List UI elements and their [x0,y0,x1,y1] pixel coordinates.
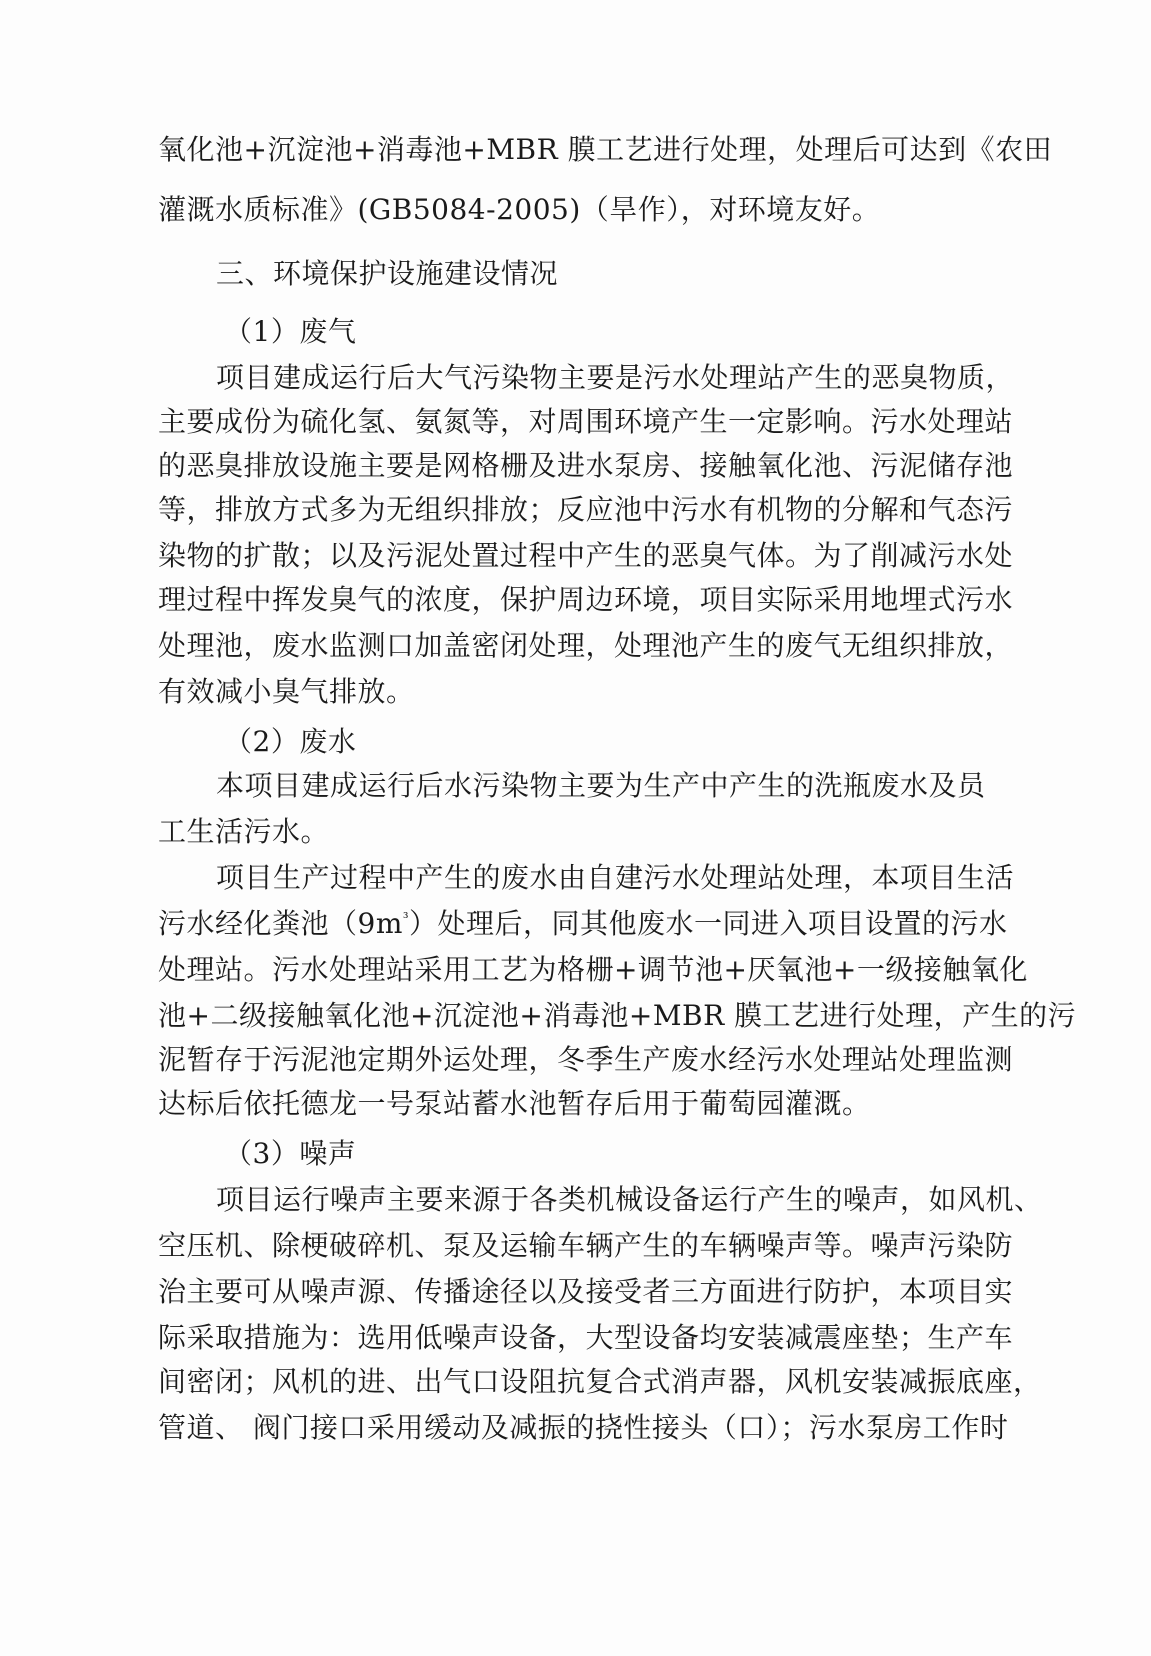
paragraph-line: 工生活污水。 [158,815,330,848]
paragraph-line: 池+二级接触氧化池+沉淀池+消毒池+MBR 膜工艺进行处理，产生的污 [158,999,1077,1032]
paragraph-line: 项目生产过程中产生的废水由自建污水处理站处理，本项目生活 [216,861,1015,894]
paragraph-line: 处理池，废水监测口加盖密闭处理，处理池产生的废气无组织排放， [158,629,1014,662]
paragraph-line: 的恶臭排放设施主要是网格栅及进水泵房、接触氧化池、污泥储存池 [158,449,1014,482]
paragraph-line: 治主要可从噪声源、传播途径以及接受者三方面进行防护，本项目实 [158,1275,1014,1308]
paragraph-line: 际采取措施为：选用低噪声设备，大型设备均安装减震座垫；生产车 [158,1321,1014,1354]
superscript-text: ³ [402,910,409,927]
paragraph-line: 项目运行噪声主要来源于各类机械设备运行产生的噪声，如风机、 [216,1183,1043,1216]
paragraph-line: 处理站。污水处理站采用工艺为格栅+调节池+厌氧池+一级接触氧化 [158,953,1028,986]
paragraph-line: 氧化池+沉淀池+消毒池+MBR 膜工艺进行处理，处理后可达到《农田 [158,133,1053,166]
subsection-heading: （3）噪声 [224,1137,357,1170]
paragraph-line: 项目建成运行后大气污染物主要是污水处理站产生的恶臭物质， [216,361,1015,394]
paragraph-line: 有效减小臭气排放。 [158,675,415,708]
paragraph-line: 主要成份为硫化氢、氨氮等，对周围环境产生一定影响。污水处理站 [158,405,1014,438]
paragraph-line: 达标后依托德龙一号泵站蓄水池暂存后用于葡萄园灌溉。 [158,1087,871,1120]
paragraph-text: ）处理后，同其他废水一同进入项目设置的污水 [409,907,1008,940]
paragraph-line: 空压机、除梗破碎机、泵及运输车辆产生的车辆噪声等。噪声污染防 [158,1229,1014,1262]
paragraph-line: 染物的扩散；以及污泥处置过程中产生的恶臭气体。为了削减污水处 [158,539,1014,572]
paragraph-line: 泥暂存于污泥池定期外运处理，冬季生产废水经污水处理站处理监测 [158,1043,1014,1076]
subsection-heading: （1）废气 [224,315,357,348]
paragraph-line: 间密闭；风机的进、出气口设阻抗复合式消声器，风机安装减振底座， [158,1365,1042,1398]
paragraph-line: 灌溉水质标准》(GB5084-2005)（旱作），对环境友好。 [158,193,881,226]
subsection-heading: （2）废水 [224,725,357,758]
paragraph-text: 污水经化粪池（9m [158,907,403,940]
paragraph-line: 理过程中挥发臭气的浓度，保护周边环境，项目实际采用地埋式污水 [158,583,1014,616]
paragraph-line: 本项目建成运行后水污染物主要为生产中产生的洗瓶废水及员 [216,769,986,802]
paragraph-line [158,906,1008,942]
paragraph-line: 等，排放方式多为无组织排放；反应池中污水有机物的分解和气态污 [158,493,1014,526]
section-heading: 三、环境保护设施建设情况 [216,257,559,290]
paragraph-line: 管道、 阀门接口采用缓动及减振的挠性接头（口）；污水泵房工作时 [158,1411,1009,1444]
